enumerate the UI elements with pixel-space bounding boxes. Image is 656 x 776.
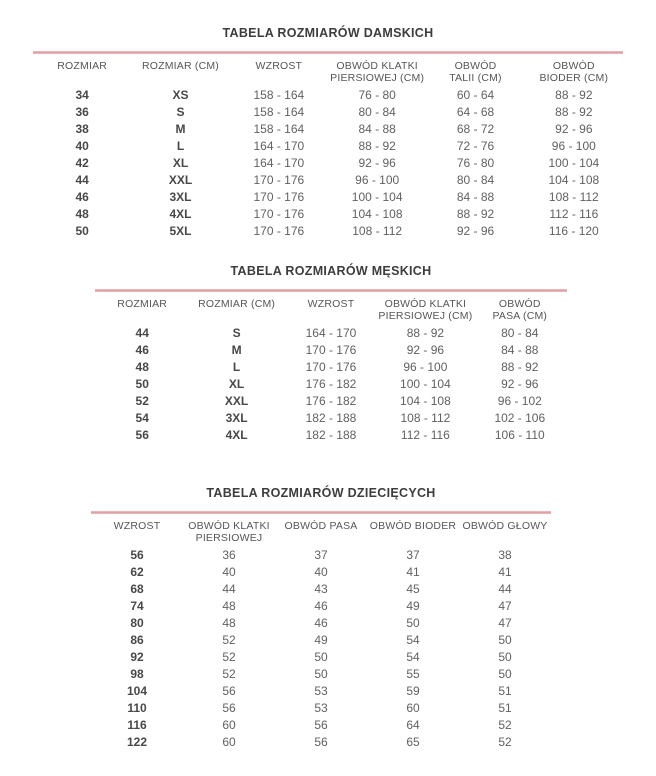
column-header (426, 60, 524, 84)
table-cell: 52 (498, 735, 512, 749)
table-cell: 40 (314, 565, 328, 579)
men-table-title: TABELA ROZMIARÓW MĘSKICH (230, 264, 432, 278)
table-cell: 3XL (225, 411, 248, 425)
table-cell: 48 (75, 207, 89, 221)
women-table-title: TABELA ROZMIARÓW DAMSKICH (222, 26, 434, 40)
table-cell: 164 - 170 (253, 156, 305, 170)
table-cell: 72 - 76 (456, 139, 495, 153)
table-cell: 104 - 108 (351, 207, 403, 221)
table-cell: XXL (168, 173, 193, 187)
table-cell: 4XL (225, 428, 248, 442)
table-cell: XL (172, 156, 189, 170)
table-cell: 98 (130, 667, 144, 681)
table-cell: 170 - 176 (305, 360, 357, 374)
table-cell: XL (228, 377, 245, 391)
table-cell: 80 (130, 616, 144, 630)
column-header-line: PIERSIOWEJ (CM) (330, 72, 425, 84)
table-cell: 170 - 176 (253, 224, 305, 238)
table-cell: 110 (127, 701, 147, 715)
table-cell: 170 - 176 (253, 190, 305, 204)
table-cell: L (176, 139, 185, 153)
column-header (284, 298, 378, 310)
table-cell: 170 - 176 (305, 343, 357, 357)
table-cell: 38 (498, 548, 512, 562)
table-cell: 96 - 100 (551, 139, 596, 153)
table-cell: 50 (498, 667, 512, 681)
table-cell: 88 - 92 (555, 88, 593, 102)
table-cell: 104 (126, 684, 148, 698)
table-cell: 52 (498, 718, 512, 732)
table-cell: 80 - 84 (358, 105, 396, 119)
size-table-women (33, 26, 623, 240)
table-cell: 112 - 116 (549, 207, 599, 221)
table-cell: 53 (314, 684, 328, 698)
table-cell: 80 - 84 (456, 173, 495, 187)
table-cell: 122 (126, 735, 148, 749)
table-cell: 108 - 112 (352, 224, 403, 238)
column-header-line: OBWÓD PASA (284, 520, 358, 532)
table-cell: 182 - 188 (305, 411, 357, 425)
table-cell: 92 - 96 (555, 122, 593, 136)
table-cell: 41 (498, 565, 512, 579)
table-cell: 51 (498, 684, 512, 698)
table-cell: 108 - 112 (400, 411, 451, 425)
table-cell: 92 - 96 (456, 224, 495, 238)
column-header-line: OBWÓD KLATKI (336, 60, 418, 72)
accent-divider-line (91, 511, 551, 514)
table-cell: 50 (135, 377, 149, 391)
column-header (367, 520, 459, 532)
table-cell: 92 (130, 650, 144, 664)
table-cell: 96 - 100 (403, 360, 448, 374)
table-cell: 49 (314, 633, 328, 647)
table-cell: 49 (406, 599, 420, 613)
table-cell: 45 (406, 582, 420, 596)
table-cell: 74 (130, 599, 144, 613)
table-cell: 50 (498, 633, 512, 647)
column-header-line: ROZMIAR (CM) (198, 298, 276, 310)
column-header-line: WZROST (307, 298, 355, 310)
table-cell: 47 (498, 599, 512, 613)
table-cell: 86 (130, 633, 144, 647)
table-cell: 50 (498, 650, 512, 664)
table-cell: 48 (135, 360, 149, 374)
table-cell: 68 - 72 (456, 122, 495, 136)
table-header-row (91, 520, 551, 544)
column-header (275, 520, 367, 532)
column-header-line: OBWÓD GŁOWY (462, 520, 548, 532)
table-cell: 40 (75, 139, 89, 153)
table-cell: 84 - 88 (501, 343, 539, 357)
table-cell: 51 (498, 701, 512, 715)
table-cell: 52 (222, 667, 236, 681)
table-cell: 84 - 88 (456, 190, 495, 204)
table-cell: 88 - 92 (358, 139, 396, 153)
table-header-row (95, 298, 567, 322)
table-cell: 36 (222, 548, 236, 562)
table-cell: 60 (222, 735, 236, 749)
table-cell: 37 (314, 548, 328, 562)
table-cell: 92 - 96 (501, 377, 539, 391)
table-cell: 76 - 80 (456, 156, 495, 170)
table-cell: 44 (75, 173, 89, 187)
table-cell: 96 - 102 (497, 394, 542, 408)
table-cell: 54 (135, 411, 149, 425)
column-header-line: BIODER (CM) (539, 72, 609, 84)
table-cell: 158 - 164 (253, 105, 305, 119)
table-cell: XS (172, 88, 189, 102)
table-cell: 59 (406, 684, 420, 698)
column-header (473, 298, 567, 322)
table-cell: 112 - 116 (400, 428, 450, 442)
column-header (91, 520, 183, 532)
table-cell: 100 - 104 (400, 377, 451, 391)
table-cell: 46 (75, 190, 89, 204)
table-cell: 64 (406, 718, 420, 732)
table-cell: 38 (75, 122, 89, 136)
column-header (183, 520, 275, 544)
table-cell: 53 (314, 701, 328, 715)
table-cell: 106 - 110 (494, 428, 545, 442)
column-header (189, 298, 283, 310)
table-cell: 68 (130, 582, 144, 596)
table-cell: 48 (222, 616, 236, 630)
table-cell: 56 (314, 735, 328, 749)
children-table-title: TABELA ROZMIARÓW DZIECIĘCYCH (206, 486, 436, 500)
table-cell: 104 - 108 (548, 173, 600, 187)
table-cell: 92 - 96 (406, 343, 445, 357)
table-cell: 34 (75, 88, 89, 102)
table-cell: 100 - 104 (351, 190, 403, 204)
table-cell: 164 - 170 (305, 326, 357, 340)
table-cell: 47 (498, 616, 512, 630)
column-header-line: ROZMIAR (117, 298, 168, 310)
column-header-line: OBWÓD KLATKI (384, 298, 467, 310)
column-header-line: PIERSIOWEJ (CM) (378, 310, 473, 322)
table-cell: 102 - 106 (494, 411, 546, 425)
table-cell: 52 (222, 650, 236, 664)
table-cell: 88 - 92 (501, 360, 539, 374)
table-cell: 44 (498, 582, 512, 596)
table-cell: 182 - 188 (305, 428, 357, 442)
table-cell: 41 (406, 565, 420, 579)
table-cell: M (231, 343, 242, 357)
table-header-row (33, 60, 623, 84)
table-cell: 116 - 120 (548, 224, 599, 238)
column-header-line: OBWÓD (454, 60, 497, 72)
table-cell: 108 - 112 (548, 190, 599, 204)
table-cell: 36 (75, 105, 89, 119)
column-header-line: WZROST (113, 520, 161, 532)
table-cell: 64 - 68 (456, 105, 495, 119)
table-cell: 48 (222, 599, 236, 613)
table-cell: 56 (130, 548, 144, 562)
column-header (378, 298, 472, 322)
column-header-line: WZROST (255, 60, 303, 72)
table-cell: 88 - 92 (456, 207, 495, 221)
table-cell: 3XL (169, 190, 192, 204)
table-cell: 170 - 176 (253, 173, 305, 187)
table-cell: 76 - 80 (358, 88, 396, 102)
column-header (459, 520, 551, 532)
column-header (328, 60, 426, 84)
table-cell: 56 (314, 718, 328, 732)
table-cell: S (232, 326, 241, 340)
column-header-line: TALII (CM) (449, 72, 502, 84)
column-header-line: OBWÓD BIODER (369, 520, 457, 532)
table-cell: 54 (406, 633, 420, 647)
table-cell: 54 (406, 650, 420, 664)
table-cell: 44 (222, 582, 236, 596)
table-cell: 55 (406, 667, 420, 681)
column-header (230, 60, 328, 72)
table-cell: 104 - 108 (400, 394, 451, 408)
table-cell: 37 (406, 548, 420, 562)
table-cell: 176 - 182 (305, 394, 357, 408)
table-cell: 60 (222, 718, 236, 732)
table-cell: 42 (75, 156, 89, 170)
table-cell: 158 - 164 (253, 122, 305, 136)
accent-divider-line (95, 289, 567, 292)
table-cell: 43 (314, 582, 328, 596)
column-header-line: ROZMIAR (57, 60, 108, 72)
table-cell: 88 - 92 (555, 105, 593, 119)
table-cell: 46 (314, 599, 328, 613)
table-body (91, 547, 551, 751)
table-cell: 46 (314, 616, 328, 630)
table-cell: 176 - 182 (305, 377, 357, 391)
table-cell: 60 (406, 701, 420, 715)
table-cell: 56 (222, 701, 236, 715)
table-cell: 40 (222, 565, 236, 579)
table-cell: 50 (314, 667, 328, 681)
table-cell: XXL (224, 394, 249, 408)
table-cell: 56 (135, 428, 149, 442)
table-cell: 80 - 84 (501, 326, 539, 340)
table-cell: 88 - 92 (406, 326, 445, 340)
column-header-line: OBWÓD (498, 298, 541, 310)
table-cell: 5XL (169, 224, 192, 238)
table-cell: 46 (135, 343, 149, 357)
table-cell: 52 (222, 633, 236, 647)
accent-divider-line (33, 51, 623, 54)
table-cell: 164 - 170 (253, 139, 305, 153)
table-cell: 158 - 164 (253, 88, 305, 102)
column-header (525, 60, 623, 84)
column-header-line: PIERSIOWEJ (195, 532, 263, 544)
table-cell: 100 - 104 (548, 156, 600, 170)
table-cell: 62 (130, 565, 144, 579)
table-cell: 50 (314, 650, 328, 664)
column-header-line: PASA (CM) (492, 310, 548, 322)
table-body (95, 325, 567, 444)
table-cell: 50 (406, 616, 420, 630)
table-cell: 92 - 96 (358, 156, 396, 170)
table-cell: 60 - 64 (456, 88, 495, 102)
table-body (33, 87, 623, 240)
column-header-line: OBWÓD (552, 60, 595, 72)
table-cell: S (176, 105, 185, 119)
table-cell: M (175, 122, 186, 136)
column-header-line: OBWÓD KLATKI (188, 520, 270, 532)
table-cell: 65 (406, 735, 420, 749)
column-header (131, 60, 229, 72)
table-cell: 96 - 100 (355, 173, 400, 187)
table-cell: 4XL (169, 207, 192, 221)
table-cell: 84 - 88 (358, 122, 396, 136)
size-table-children (91, 486, 551, 751)
table-cell: 56 (222, 684, 236, 698)
table-cell: 170 - 176 (253, 207, 305, 221)
column-header-line: ROZMIAR (CM) (141, 60, 220, 72)
column-header (95, 298, 189, 310)
table-cell: 116 (127, 718, 147, 732)
table-cell: 50 (75, 224, 89, 238)
table-cell: L (232, 360, 241, 374)
size-table-men (95, 264, 567, 444)
table-cell: 44 (135, 326, 149, 340)
table-cell: 52 (135, 394, 149, 408)
column-header (33, 60, 131, 72)
